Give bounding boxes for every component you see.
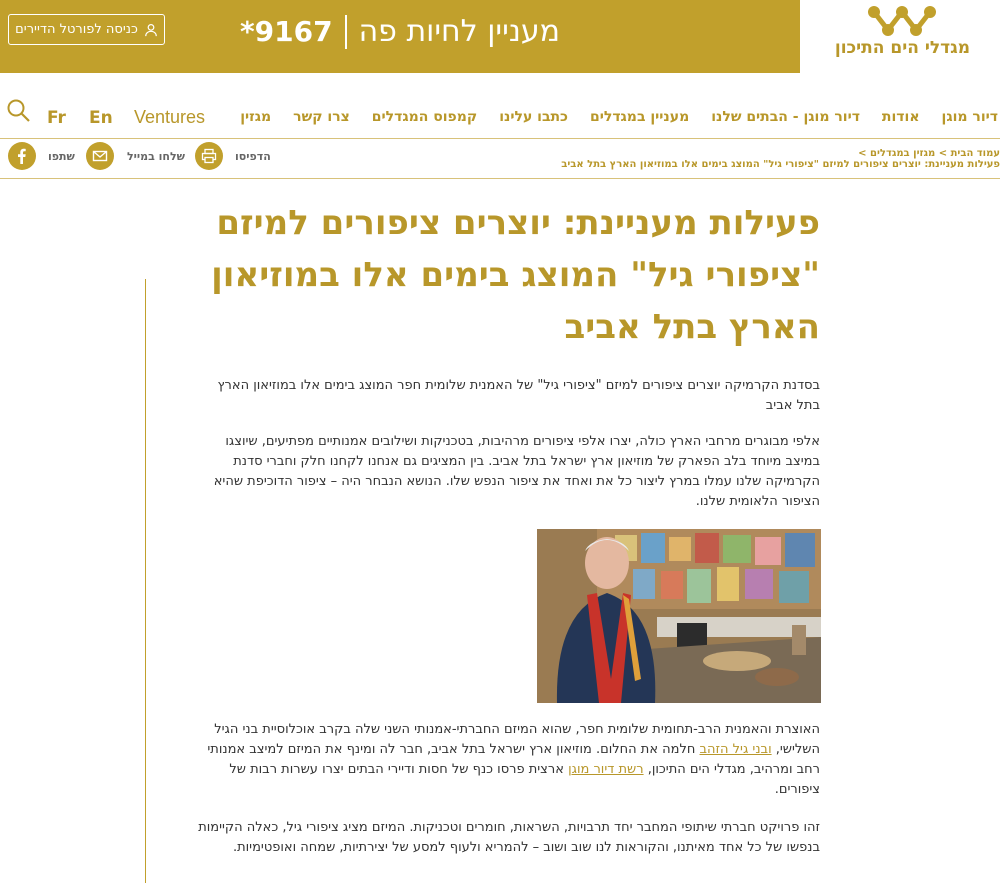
email-label: שלחו במייל [127,150,185,163]
article-paragraph-1: בסדנת הקרמיקה יוצרים ציפורים למיזם "ציפורי גיל" של האמנית שלומית חפר המוצג בימים אלו במוזיאון הארץ בתל אביב [217,378,820,413]
phone-number[interactable]: *9167 [240,15,333,48]
logo-mark-icon [866,4,938,38]
slogan-text: מעניין לחיות פה [358,14,560,49]
top-banner [0,0,800,73]
article-title: פעילות מעניינת: יוצרים ציפורים למיזם "ציפורי גיל" המוצג בימים אלו במוזיאון הארץ בתל אביב [211,203,820,347]
lang-fr-link[interactable]: Fr [47,108,66,128]
facebook-share-button[interactable] [8,142,36,170]
nav-item-magazine[interactable]: מגזין [240,109,272,125]
lang-en-link[interactable]: En [89,108,113,128]
user-icon [144,23,158,37]
mail-icon [92,148,108,164]
logo-text: מגדלי הים התיכון [834,38,970,58]
breadcrumb-current: פעילות מעניינת: יוצרים ציפורים למיזם "ציפורי גיל" המוצג בימים אלו במוזיאון הארץ בתל אביב [561,159,1000,170]
email-share-button[interactable] [86,142,114,170]
assisted-living-network-link[interactable]: רשת דיור מוגן [568,762,644,777]
main-nav [0,98,1000,139]
nav-item-assisted-living[interactable]: דיור מוגן [941,109,998,125]
facebook-icon [14,148,30,164]
tenant-portal-button[interactable] [8,14,165,45]
nav-item-about[interactable]: אודות [881,109,920,125]
nav-menu [218,109,998,125]
golden-age-link[interactable]: ובני גיל הזהב [699,742,772,757]
print-button[interactable] [195,142,223,170]
nav-item-contact[interactable]: צרו קשר [293,109,350,125]
search-icon[interactable] [6,98,32,124]
article-paragraph-2: אלפי מבוגרים מרחבי הארץ כולה, יצרו אלפי ציפורים מרהיבות, בטכניקות ושילובים אמנותיים מפתיעים, שיוצגו במיצב מיוחד בלב הפארק של מוזיאון ארץ ישראל בתל אביב. בין המציגים גם אנחנו לקחנו חלק וחברי סדנת הקרמיקה שלנו עמלו במרץ ליצור כל את ואחד את ציפור הנפש שלו. הנושא הנבחר היה – ציפור הדוכיפת שהיא הציפור הלאומית שלנו. [213,434,820,509]
tenant-portal-label: כניסה לפורטל הדיירים [15,22,138,37]
nav-item-interesting[interactable]: מעניין במגדלים [589,109,690,125]
breadcrumb-path[interactable]: עמוד הבית > מגזין במגדלים > [858,148,1000,159]
nav-item-press[interactable]: כתבו עלינו [499,109,568,125]
slogan-divider [345,15,347,49]
nav-item-campus[interactable]: קמפוס המגדלים [371,109,478,125]
article-photo [537,529,821,703]
ventures-link[interactable]: Ventures [134,107,206,127]
article-paragraph-3 [195,720,820,800]
breadcrumb [560,148,1000,170]
article-paragraph-4: זהו פרויקט חברתי שיתופי המחבר יחד תרבויות, השראות, חומרים וטכניקות. המיזם מציג ציפורי גיל, כאלה הקיימות בנפשו של כל אחד מאיתנו, והקוראות לנו שוב ושוב – להמריא ולעוף למסע של יצירתיות, שמחה ואופטימיות. [198,820,820,855]
content-divider [145,279,146,883]
nav-item-our-homes[interactable]: דיור מוגן - הבתים שלנו [711,109,860,125]
article-paragraph-3-part-2: חלמה את החלום. מוזיאון ארץ ישראל בתל אביב, חבר לה ומינף את המיזם למיצב אמנותי רחב ומרהיב, מגדלי הים התיכון, [207,742,820,777]
share-bar [0,140,1000,179]
slogan [240,14,560,49]
article-paragraph-3-part-3: ארצית פרסו כנף של חסות ודיירי הבתים יצרו עשרות רבות של ציפורים. [229,762,820,797]
share-label: שתפו [48,150,75,163]
printer-icon [201,148,217,164]
article-paragraph-3-part-1: האוצרת והאמנית הרב-תחומית שלומית חפר, שהוא המיזם החברתי-אמנותי השני שלה בקרב אוכלוסיית בני הגיל השלישי, [214,722,820,757]
print-label: הדפיסו [235,150,271,163]
ceramics-workshop-image [537,529,821,703]
logo[interactable] [800,0,1000,73]
